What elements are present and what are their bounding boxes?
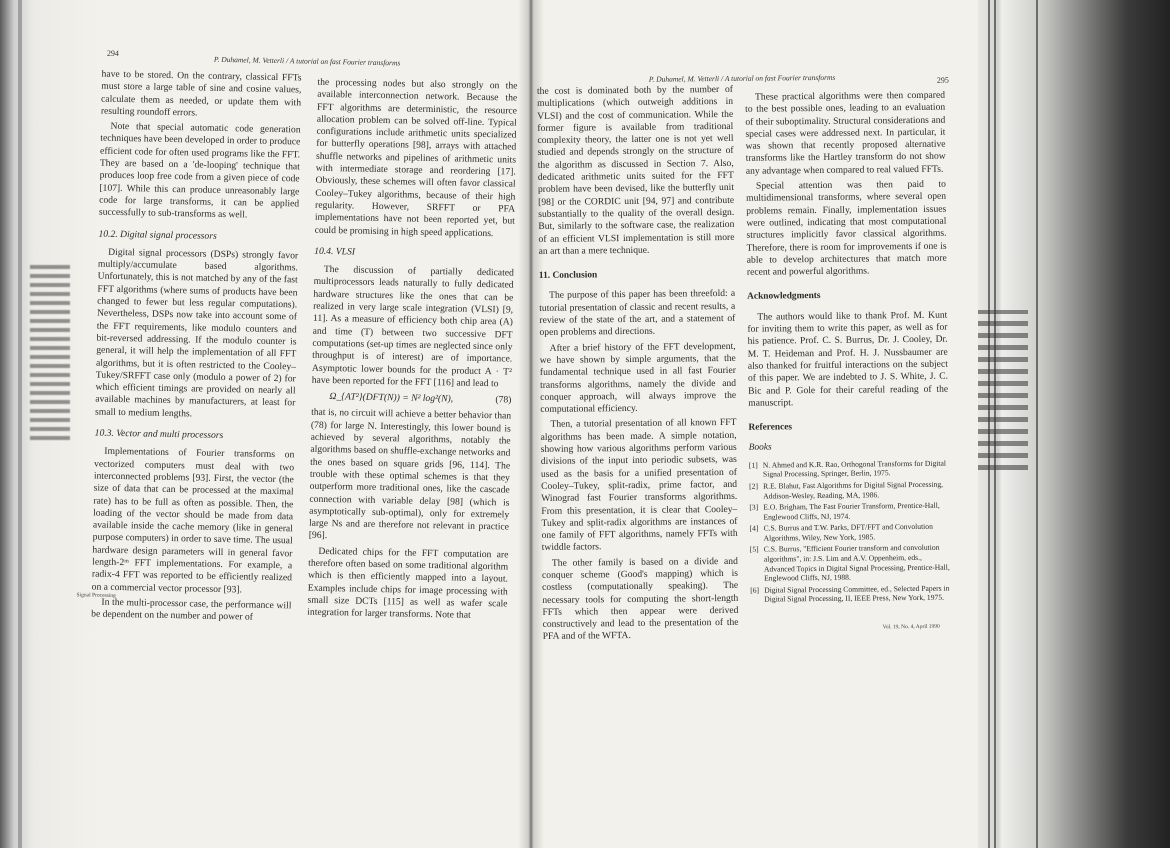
reference-text: C.S. Burrus, "Efficient Fourier transform and convolution algorithms", in: J.S. Lim and A.V. Oppenheim, eds., Advanced Topics in Digital Signal Processing, Prentice-Hall, Englewood Cliffs, NJ, 1988. (763, 543, 950, 583)
reference-item (749, 480, 949, 501)
paragraph: After a brief history of the FFT development, we have shown by simple arguments, that the fundamental technique used in all fast Fourier transforms algorithms, namely the divide and conquer approach, will always improve the computational efficiency. (539, 340, 737, 416)
paragraph: that is, no circuit will achieve a better behavior than (78) for large N. Interestingly, this lower bound is achieved by several algorithms, notably the algorithms based on shuffle-exchange networks and the ones based on square grids [96, 114]. The trouble with these optimal schemes is that they outperform more traditional ones, like the cascade connection with variable delay [98] (which is asymptotically sub-optimal), only for extremely large Ns and are therefore not relevant in practice [96]. (308, 407, 512, 542)
right-footer: Vol. 19, No. 4, April 1990 (882, 623, 940, 631)
paragraph: the processing nodes but also strongly on the available interconnection network. Because the FFT algorithms are deterministic, the resource allocation problem can be solved off-line. Typical configurations include arithmetic units specialized for butterfly operations [98], arrays with attached shuffle networks and pipelines of arithmetic units with intermediate storage and reordering [17]. Obviously, these schemes will often favor classical Cooley–Tukey algorithms, because of their high regularity. However, SRFFT or PFA implementations have not been reported yet, but could be promising in high speed applications. (314, 76, 518, 239)
paragraph: Note that special automatic code generation techniques have been developed in order to produce efficient code for often used programs like the FFT. They are based on a 'de-looping' technique that produces loop free code from a given piece of code [107]. While this can produce unreasonably large code for large transforms, it can be applied successfully to sub-transforms as well. (98, 120, 301, 221)
paragraph: Digital signal processors (DSPs) strongly favor multiply/accumulate based algorithms. Unfortunately, this is not matched by any of the fast FFT algorithms (where sums of products have been changed to fewer but less regular computations). Nevertheless, DSPs now take into account some of the FFT requirements, like modulo counters and bit-reversed addressing. If the modulo counter is general, it will help the implementation of all FFT algorithms, but it is often restricted to the Cooley–Tukey/SRFFT case only (modulo a power of 2) for which efficient timings are provided on nearly all available machines by manufacturers, at least for small to medium lengths. (94, 246, 299, 420)
paragraph: The other family is based on a divide and conquer scheme (Good's mapping) which is costless (computationally speaking). The necessary tools for computing the short-length FFTs which then appear were derived constructively and lead to the presentation of the PFA and of the WFTA. (541, 555, 739, 643)
reference-number: [4] (749, 523, 759, 534)
reference-item (750, 543, 950, 583)
paragraph: Dedicated chips for the FFT computation are therefore often based on some traditional algorithm which is then efficiently mapped into a layout. Examples include chips for image processing with small size DCTs [115] as well as wafer scale integration for larger transforms. Note that (307, 545, 509, 621)
section-heading: 11. Conclusion (538, 270, 598, 282)
right-column-1 (537, 84, 739, 647)
paragraph: Implementations of Fourier transforms on vectorized computers must deal with two interconnected problems [93]. First, the vector (the size of data that can be processed at the maximal rate) has to be full as often as possible. Then, the loading of the vector should be made from data available inside the cache memory (like in general purpose computers) in order to save time. The usual hardware design parameters will in general favor length-2ᵐ FFT implementations. For example, a radix-4 FFT was reported to be efficiently realized on a commercial vector processor [93]. (91, 446, 295, 595)
left-page (54, 0, 530, 848)
section-heading: References (748, 422, 793, 433)
paragraph: These practical algorithms were then compared to the best possible ones, leading to an evaluation of their suboptimality. Structural considerations and special cases were addressed next. In particular, it was shown that recently proposed alternative transforms like the Hartley transform do not show any advantage when compared to real valued FFTs. (745, 89, 946, 177)
left-column-2 (307, 77, 517, 626)
left-running-head: P. Duhamel, M. Vetterli / A tutorial on fast Fourier transforms (213, 54, 401, 68)
reference-number: [5] (749, 545, 759, 555)
reference-item (749, 458, 949, 479)
reference-item (749, 501, 949, 522)
section-heading: 10.3. Vector and multi processors (94, 427, 224, 442)
equation-body: Ω_{AT²}(DFT(N)) = N² log²(N), (329, 391, 454, 405)
reference-number: [3] (749, 502, 759, 512)
reference-item (749, 522, 949, 543)
equation (329, 391, 511, 407)
paragraph: In the multi-processor case, the performance will be dependent on the number and power of (91, 596, 292, 623)
right-scan-edge (978, 0, 1170, 848)
reference-number: [2] (749, 481, 759, 491)
left-column-1 (91, 69, 302, 628)
section-heading: 10.2. Digital signal processors (98, 228, 217, 242)
paragraph: The purpose of this paper has been threefold: a tutorial presentation of classic and recent results, a review of the state of the art, and a statement of open problems and directions. (539, 288, 736, 339)
paragraph: the cost is dominated both by the number of multiplications (which outweigh additions in VLSI) and the cost of communication. While the former figure is available from traditional complexity theory, the latter one is not yet well studied and depends strongly on the structure of the algorithm as discussed in Section 7. Also, dedicated arithmetic units suited for the FFT problem have been devised, like the butterfly unit [98] or the CORDIC unit [94, 97] and contribute substantially to the quality of the overall design. But, similarly to the software case, the realization of an efficient VLSI implementation is still more an art than a mere technique. (536, 83, 735, 257)
left-footer: Signal Processing (76, 592, 116, 599)
right-page (530, 0, 989, 848)
right-page-number: 295 (936, 75, 949, 85)
reference-number: [1] (748, 460, 758, 470)
paragraph: The discussion of partially dedicated multiprocessors leads naturally to fully dedicated hardware structures like the ones that can be realized in very large scale integration (VLSI) [9, 11]. As a measure of efficiency both chip area (A) and time (T) between two successive DFT computations (set-up times are neglected since only throughput is of interest) are of importance. Asymptotic lower bounds for the product A · T² have been reported for the FFT [116] and lead to (311, 264, 514, 390)
reference-text: R.E. Blahut, Fast Algorithms for Digital Signal Processing, Addison-Wesley, Reading, MA, 1986. (763, 479, 944, 501)
paragraph: The authors would like to thank Prof. M. Kunt for inviting them to write this paper, as well as for his patience. Prof. C. S. Burrus, Dr. J. Cooley, Dr. M. T. Heideman and Prof. H. J. Nussbaumer are also thanked for fruitful interactions on the subject of this paper. We are indebted to J. S. White, J. C. Bic and P. Gole for their careful reading of the manuscript. (747, 309, 949, 409)
right-running-head: P. Duhamel, M. Vetterli / A tutorial on fast Fourier transforms (648, 72, 836, 84)
paragraph: Special attention was then paid to multidimensional transforms, where several open problems remain. Finally, implementation issues were outlined, indicating that most computational structures implicitly favor classical algorithms. Therefore, there is room for improvements if one is able to develop architectures that match more recent and powerful algorithms. (746, 178, 947, 278)
section-heading: 10.4. VLSI (314, 245, 356, 258)
reference-text: E.O. Brigham, The Fast Fourier Transform, Prentice-Hall, Englewood Cliffs, NJ, 1974. (763, 500, 940, 522)
paragraph: Then, a tutorial presentation of all known FFT algorithms has been made. A simple notation, showing how various algorithms perform various divisions of the input into periodic subsets, was used as the basis for a unified presentation of Cooley–Tukey, split-radix, prime factor, and Winograd fast Fourier transforms algorithms. From this presentation, it is clear that Cooley–Tukey and split-radix algorithms are instances of one family of FFT algorithms, namely FFTs with twiddle factors. (540, 417, 738, 554)
paragraph: have to be stored. On the contrary, classical FFTs must store a large table of sine and cosine values, calculate them as needed, or update them with resulting roundoff errors. (100, 68, 302, 119)
section-heading: Books (748, 442, 772, 454)
right-column-2 (745, 90, 950, 607)
equation-number: (78) (495, 394, 512, 406)
reference-text: N. Ahmed and K.R. Rao, Orthogonal Transforms for Digital Signal Processing, Springer, Berlin, 1975. (762, 458, 947, 479)
left-page-number: 294 (106, 48, 120, 58)
reference-text: Digital Signal Processing Committee, ed., Selected Papers in Digital Signal Processing, II, IEEE Press, New York, 1975. (764, 583, 950, 605)
reference-number: [6] (750, 585, 760, 595)
reference-list (749, 458, 951, 604)
reference-item (750, 583, 950, 604)
reference-text: C.S. Burrus and T.W. Parks, DFT/FFT and Convolution Algorithms, Wiley, New York, 1985. (763, 522, 933, 543)
section-heading: Acknowledgments (747, 291, 821, 303)
